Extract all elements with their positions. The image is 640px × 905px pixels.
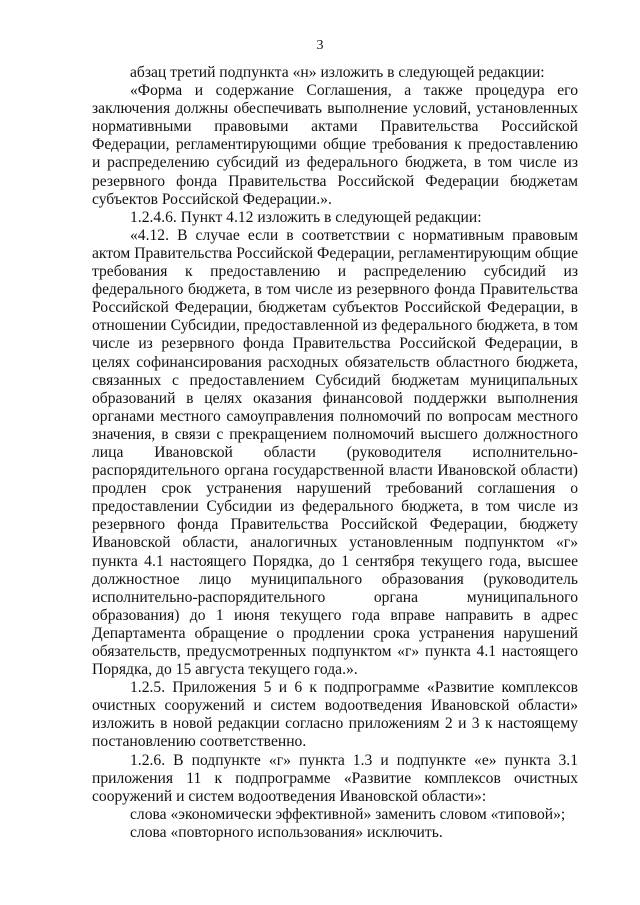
paragraph-5: 1.2.5. Приложения 5 и 6 к подпрограмме «Развитие комплексов очистных сооружений и систем водоотведения Ивановской области» изложить в новой редакции согласно приложениям 2 и 3 к настоящему постановлению соответственно. (92, 679, 578, 751)
document-body (92, 64, 578, 842)
page-number: 3 (316, 38, 324, 53)
paragraph-6: 1.2.6. В подпункте «г» пункта 1.3 и подпункте «е» пункта 3.1 приложения 11 к подпрограмме «Развитие комплексов очистных сооружений и систем водоотведения Ивановской области»: (92, 751, 578, 805)
paragraph-4: «4.12. В случае если в соответствии с нормативным правовым актом Правительства Российской Федерации, регламентирующим общие требования к предоставлению и распределению субсидий из федерального бюджета, в том числе из резервного фонда Правительства Российской Федерации, бюджетам субъектов Российской Федерации, в отношении Субсидии, предоставленной из федерального бюджета, в том числе из резервного фонда Правительства Российской Федерации, в целях софинансирования расходных обязательств областного бюджета, связанных с предоставлением Субсидий бюджетам муниципальных образований в целях оказания финансовой поддержки выполнения органами местного самоуправления полномочий по вопросам местного значения, в связи с прекращением полномочий высшего должностного лица Ивановской области (руководителя исполнительно-распорядительного органа государственной власти Ивановской области) продлен срок устранения нарушений требований соглашения о предоставлении Субсидии из федерального бюджета, в том числе из резервного фонда Правительства Российской Федерации, бюджету Ивановской области, аналогичных установленным подпунктом «г» пункта 4.1 настоящего Порядка, до 1 сентября текущего года, высшее должностное лицо муниципального образования (руководитель исполнительно-распорядительного органа муниципального образования) до 1 июня текущего года вправе направить в адрес Департамента обращение о продлении срока устранения нарушений обязательств, предусмотренных подпунктом «г» пункта 4.1 настоящего Порядка, до 15 августа текущего года.». (92, 226, 578, 679)
paragraph-3: 1.2.4.6. Пункт 4.12 изложить в следующей редакции: (130, 208, 482, 226)
paragraph-7: слова «экономически эффективной» заменить словом «типовой»; (130, 805, 566, 823)
paragraph-1: абзац третий подпункта «н» изложить в следующей редакции: (130, 64, 545, 81)
paragraph-2: «Форма и содержание Соглашения, а также процедура его заключения должны обеспечивать выполнение условий, установленных нормативными правовыми актами Правительства Российской Федерации, регламентирующими общие требования к предоставлению и распределению субсидий из федерального бюджета, в том числе из резервного фонда Правительства Российской Федерации бюджетам субъектов Российской Федерации.». (92, 82, 578, 208)
paragraph-8: слова «повторного использования» исключить. (130, 823, 443, 841)
